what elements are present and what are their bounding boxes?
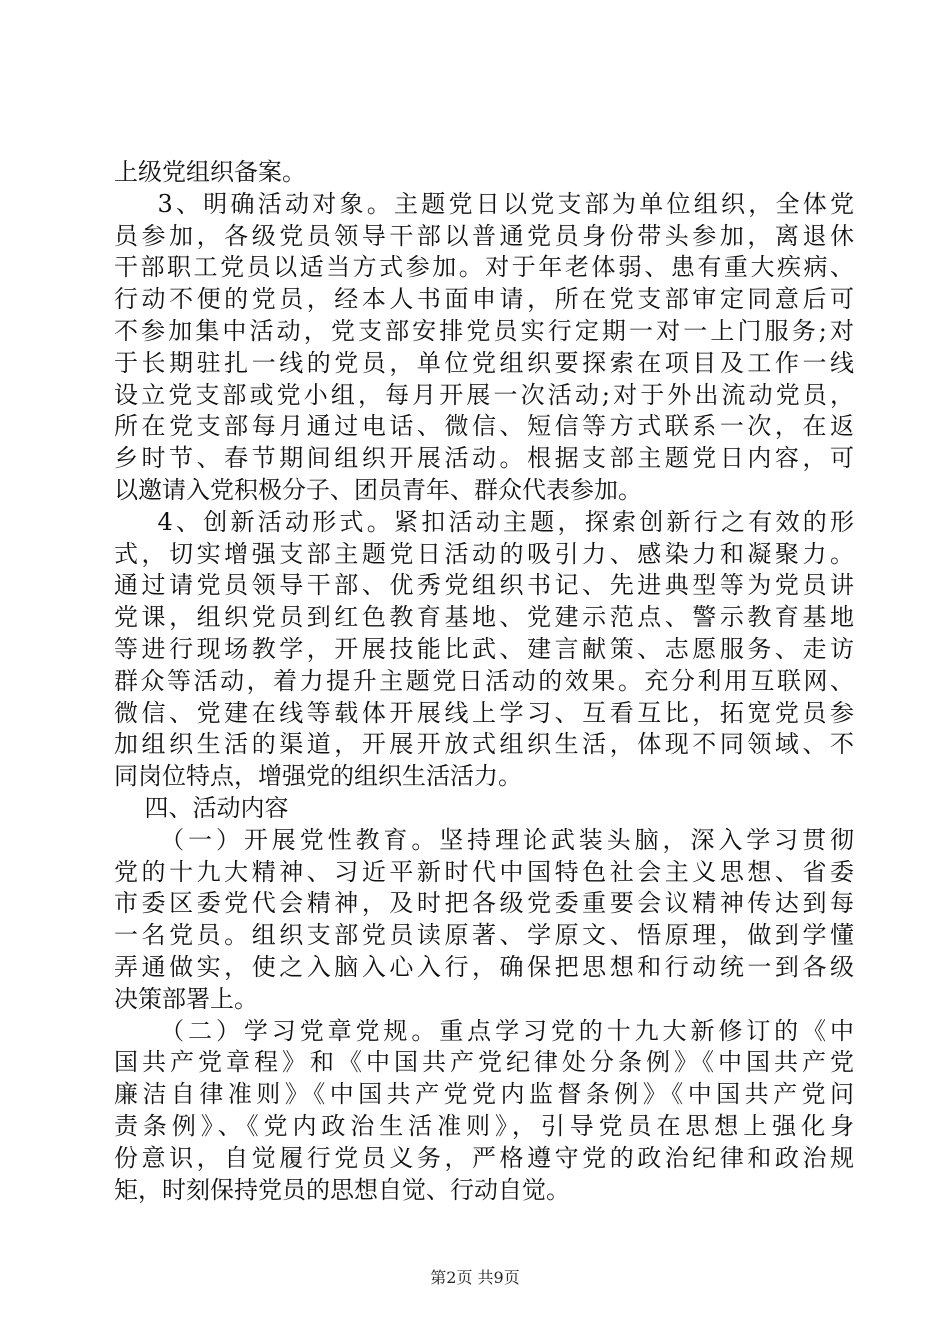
document-body xyxy=(114,157,854,1206)
text-line: 决策部署上。 xyxy=(114,984,258,1013)
text-line: 行动不便的党员，经本人书面申请，所在党支部审定同意后可 xyxy=(114,285,854,314)
text-line: （二）学习党章党规。重点学习党的十九大新修订的《中 xyxy=(114,1016,854,1045)
text-line: 群众等活动，着力提升主题党日活动的效果。充分利用互联网、 xyxy=(114,666,854,695)
text-line: 党的十九大精神、习近平新时代中国特色社会主义思想、省委 xyxy=(114,857,854,886)
text-line: 四、活动内容 xyxy=(114,793,289,822)
text-line: 所在党支部每月通过电话、微信、短信等方式联系一次，在返 xyxy=(114,412,854,441)
text-line: （一）开展党性教育。坚持理论武装头脑，深入学习贯彻 xyxy=(114,825,854,854)
text-line: 廉洁自律准则》《中国共产党党内监督条例》《中国共产党问 xyxy=(114,1080,854,1109)
text-line: 干部职工党员以适当方式参加。对于年老体弱、患有重大疾病、 xyxy=(114,253,854,282)
text-line: 份意识，自觉履行党员义务，严格遵守党的政治纪律和政治规 xyxy=(114,1143,854,1172)
text-line: 上级党组织备案。 xyxy=(114,158,306,186)
text-line: 党课，组织党员到红色教育基地、党建示范点、警示教育基地 xyxy=(114,603,854,632)
text-line: 国共产党章程》和《中国共产党纪律处分条例》《中国共产党 xyxy=(114,1048,854,1077)
text-line: 弄通做实，使之入脑入心入行，确保把思想和行动统一到各级 xyxy=(114,952,854,981)
text-line: 等进行现场教学，开展技能比武、建言献策、志愿服务、走访 xyxy=(114,634,854,663)
text-line: 市委区委党代会精神，及时把各级党委重要会议精神传达到每 xyxy=(114,889,854,918)
text-line: 一名党员。组织支部党员读原著、学原文、悟原理，做到学懂 xyxy=(114,921,854,950)
text-line: 式，切实增强支部主题党日活动的吸引力、感染力和凝聚力。 xyxy=(114,539,854,568)
text-line: 不参加集中活动，党支部安排党员实行定期一对一上门服务;对 xyxy=(114,316,854,345)
text-line: 责条例》、《党内政治生活准则》，引导党员在思想上强化身 xyxy=(114,1111,854,1140)
text-line: 加组织生活的渠道，开展开放式组织生活，体现不同领域、不 xyxy=(114,730,854,759)
text-line: 于长期驻扎一线的党员，单位党组织要探索在项目及工作一线 xyxy=(114,348,854,377)
text-line: 通过请党员领导干部、优秀党组织书记、先进典型等为党员讲 xyxy=(114,571,854,600)
text-line: 设立党支部或党小组，每月开展一次活动;对于外出流动党员， xyxy=(114,380,854,409)
text-line: 员参加，各级党员领导干部以普通党员身份带头参加，离退休 xyxy=(114,221,854,250)
text-line: 3、明确活动对象。主题党日以党支部为单位组织，全体党 xyxy=(114,189,854,218)
text-line: 微信、党建在线等载体开展线上学习、互看互比，拓宽党员参 xyxy=(114,698,854,727)
text-line: 矩，时刻保持党员的思想自觉、行动自觉。 xyxy=(114,1175,570,1204)
text-line: 4、创新活动形式。紧扣活动主题，探索创新行之有效的形 xyxy=(114,507,854,536)
page-footer: 第2页 共9页 xyxy=(430,1268,520,1287)
text-line: 以邀请入党积极分子、团员青年、群众代表参加。 xyxy=(114,475,642,504)
text-line: 乡时节、春节期间组织开展活动。根据支部主题党日内容，可 xyxy=(114,444,854,473)
text-line: 同岗位特点，增强党的组织生活活力。 xyxy=(114,762,522,791)
